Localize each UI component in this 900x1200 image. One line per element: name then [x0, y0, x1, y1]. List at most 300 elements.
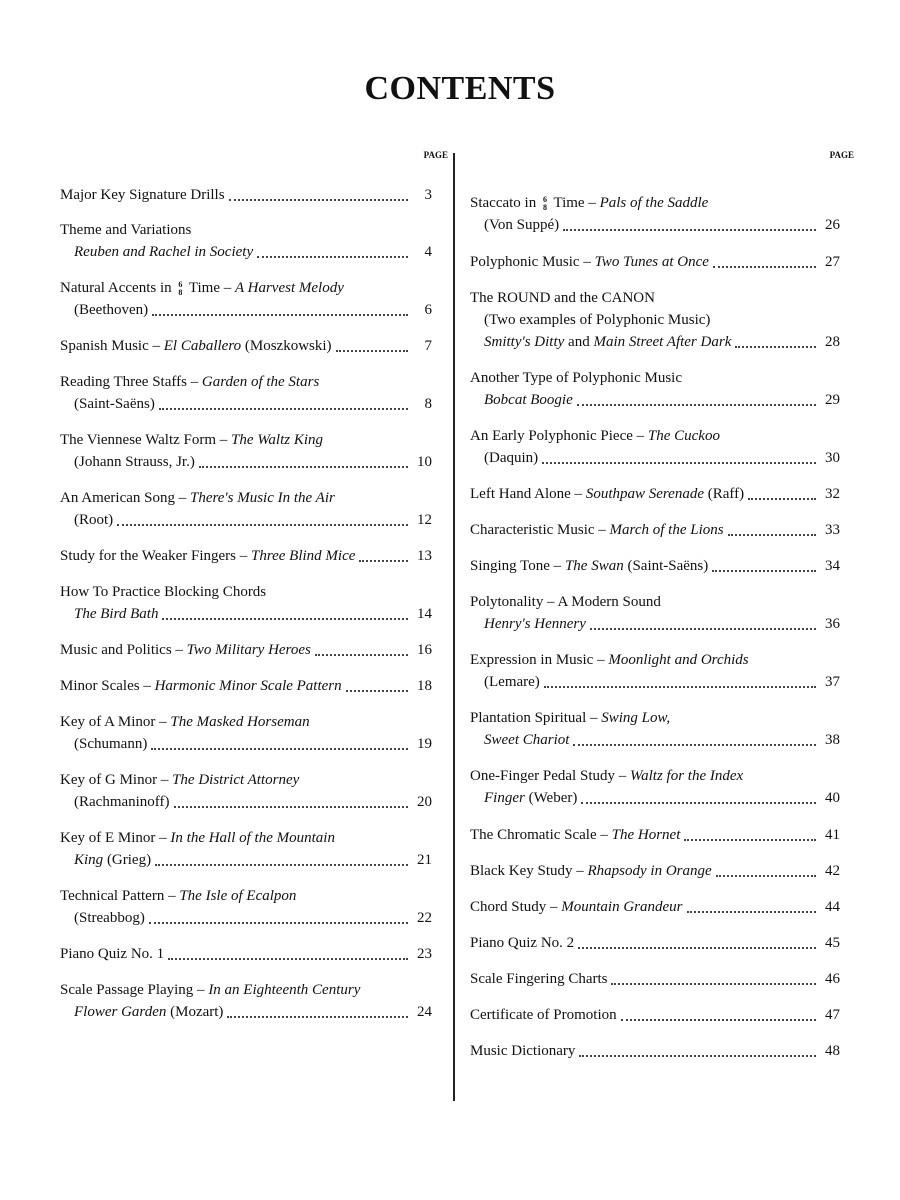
time-signature-bottom: 8 — [542, 202, 547, 212]
page-number: 42 — [825, 863, 840, 879]
dot-leader — [346, 689, 408, 692]
toc-entry-line — [60, 581, 432, 603]
toc-entry-line — [60, 943, 432, 965]
page-number: 44 — [825, 899, 840, 915]
piece-title: Southpaw Serenade — [585, 486, 704, 502]
entry-text: Left Hand Alone – — [470, 486, 586, 502]
entry-text: An American Song – — [60, 490, 190, 506]
toc-entry[interactable] — [470, 519, 840, 541]
entry-text: Key of E Minor – — [60, 830, 171, 846]
piece-title: El Caballero — [163, 338, 242, 354]
toc-entry-line — [470, 896, 840, 918]
piece-title: The Swan — [564, 558, 624, 574]
entry-text: Certificate of Promotion — [470, 1007, 617, 1023]
toc-entry-line — [60, 545, 432, 567]
dot-leader — [336, 349, 408, 352]
page-number: 16 — [417, 642, 432, 658]
entry-title — [470, 968, 607, 990]
toc-entry[interactable] — [470, 896, 840, 918]
piece-title: In an Eighteenth Century — [208, 982, 361, 998]
entry-title — [470, 707, 670, 729]
toc-entry[interactable] — [470, 251, 840, 273]
toc-entry-line — [60, 299, 432, 321]
page-number: 32 — [825, 486, 840, 502]
toc-entry-line — [470, 787, 840, 809]
page-number: 28 — [825, 334, 840, 350]
dot-leader — [748, 497, 816, 500]
page-number: 30 — [825, 450, 840, 466]
entry-text: The Chromatic Scale – — [470, 827, 612, 843]
toc-entry-line — [470, 519, 840, 541]
entry-text: Music and Politics – — [60, 642, 187, 658]
piece-title: The District Attorney — [172, 772, 300, 788]
toc-entry-line — [470, 309, 840, 331]
toc-entry[interactable] — [60, 487, 432, 531]
dot-leader — [229, 198, 408, 201]
dot-leader — [162, 617, 408, 620]
toc-entry-line — [470, 251, 840, 273]
entry-title — [60, 827, 335, 849]
entry-title — [470, 765, 743, 787]
entry-text: (Moszkowski) — [241, 338, 332, 354]
entry-text: (Beethoven) — [74, 302, 149, 318]
page-number: 34 — [825, 558, 840, 574]
entry-title — [60, 675, 342, 697]
toc-entry-line — [470, 707, 840, 729]
entry-text: Polytonality – A Modern Sound — [470, 594, 661, 610]
entry-title — [60, 335, 332, 357]
page-number: 22 — [417, 910, 432, 926]
toc-entry-line — [470, 389, 840, 411]
page-number: 33 — [825, 522, 840, 538]
piece-title: Pals of the Saddle — [599, 195, 709, 211]
toc-entry[interactable] — [60, 219, 432, 263]
entry-title — [484, 729, 569, 751]
piece-title: Finger — [484, 790, 525, 806]
entry-text: (Schumann) — [74, 736, 148, 752]
entry-text: Spanish Music – — [60, 338, 164, 354]
entry-title — [470, 287, 655, 309]
toc-entry-line — [470, 483, 840, 505]
entry-title — [74, 299, 148, 321]
dot-leader — [227, 1015, 408, 1018]
entry-text: Key of G Minor – — [60, 772, 173, 788]
entry-title — [74, 393, 155, 415]
page-number: 40 — [825, 790, 840, 806]
entry-text: Key of A Minor – — [60, 714, 171, 730]
toc-entry[interactable] — [60, 184, 432, 206]
entry-text: Time – — [185, 280, 235, 296]
entry-text: (Daquin) — [484, 450, 539, 466]
entry-title — [484, 613, 586, 635]
dot-leader — [359, 559, 408, 562]
toc-entry-line — [60, 885, 432, 907]
entry-title — [60, 639, 311, 661]
toc-entry[interactable] — [470, 968, 840, 990]
page-number: 4 — [424, 244, 432, 260]
toc-entry[interactable] — [60, 675, 432, 697]
entry-title — [470, 251, 709, 273]
toc-entry[interactable] — [470, 860, 840, 882]
dot-leader — [735, 345, 816, 348]
entry-title — [470, 519, 724, 541]
entry-text: Chord Study – — [470, 899, 562, 915]
entry-title — [60, 371, 319, 393]
toc-entry[interactable] — [470, 591, 840, 635]
toc-entry-line — [60, 827, 432, 849]
toc-entry-line — [60, 979, 432, 1001]
entry-title — [484, 214, 559, 236]
time-signature-top: 6 — [542, 194, 547, 204]
dot-leader — [174, 805, 408, 808]
piece-title: King — [74, 852, 104, 868]
entry-text: Minor Scales – — [60, 678, 155, 694]
page-number: 8 — [424, 396, 432, 412]
entry-title — [60, 979, 360, 1001]
dot-leader — [199, 465, 408, 468]
page-number: 46 — [825, 971, 840, 987]
page-number: 19 — [417, 736, 432, 752]
entry-title — [484, 389, 573, 411]
entry-text: One-Finger Pedal Study – — [470, 768, 630, 784]
toc-entry[interactable] — [60, 769, 432, 813]
entry-text: Natural Accents in — [60, 280, 176, 296]
entry-text: (Grieg) — [103, 852, 152, 868]
time-signature-bottom: 8 — [178, 287, 183, 297]
toc-entry-line — [470, 555, 840, 577]
toc-entry-line — [470, 932, 840, 954]
entry-title — [484, 447, 538, 469]
entry-title — [484, 331, 731, 353]
piece-title: Sweet Chariot — [484, 732, 570, 748]
toc-entry-line — [60, 184, 432, 206]
piece-title: A Harvest Melody — [235, 280, 344, 296]
entry-title — [470, 425, 720, 447]
page-title: CONTENTS — [364, 70, 556, 107]
toc-entry-line — [470, 367, 840, 389]
toc-entry-line — [60, 639, 432, 661]
toc-entry-line — [60, 711, 432, 733]
piece-title: Swing Low, — [601, 710, 671, 726]
entry-text: Expression in Music – — [470, 652, 609, 668]
toc-entry[interactable] — [60, 277, 432, 321]
toc-entry[interactable] — [470, 367, 840, 411]
dot-leader — [578, 946, 816, 949]
entry-title — [60, 885, 296, 907]
entry-text: (Lemare) — [484, 674, 540, 690]
piece-title: Rhapsody in Orange — [587, 863, 712, 879]
page-number: 26 — [825, 217, 840, 233]
toc-entry[interactable] — [60, 335, 432, 357]
toc-entry-line — [470, 765, 840, 787]
toc-entry[interactable] — [60, 979, 432, 1023]
dot-leader — [728, 533, 816, 536]
toc-entry[interactable] — [60, 429, 432, 473]
dot-leader — [544, 685, 816, 688]
entry-title — [74, 849, 151, 871]
toc-entry[interactable] — [470, 192, 840, 236]
piece-title: The Masked Horseman — [170, 714, 310, 730]
page-number: 3 — [424, 187, 432, 203]
entry-title — [74, 451, 195, 473]
entry-text: Study for the Weaker Fingers – — [60, 548, 251, 564]
entry-title — [470, 192, 708, 214]
entry-text: Reading Three Staffs – — [60, 374, 202, 390]
piece-title: March of the Lions — [609, 522, 724, 538]
entry-title — [74, 241, 253, 263]
page-number: 6 — [424, 302, 432, 318]
dot-leader — [117, 523, 408, 526]
toc-entry-line — [470, 192, 840, 214]
toc-entry[interactable] — [470, 765, 840, 809]
entry-text: Theme and Variations — [60, 222, 192, 238]
toc-entry-line — [470, 331, 840, 353]
dot-leader — [687, 910, 816, 913]
page-number: 45 — [825, 935, 840, 951]
piece-title: Smitty's Ditty — [484, 334, 565, 350]
toc-entry[interactable] — [470, 287, 840, 353]
entry-title — [470, 591, 661, 613]
entry-text: Technical Pattern – — [60, 888, 180, 904]
toc-entry-line — [60, 849, 432, 871]
dot-leader — [151, 747, 408, 750]
entry-title — [60, 581, 266, 603]
toc-entry-line — [470, 824, 840, 846]
entry-text: (Raff) — [704, 486, 745, 502]
entry-title — [60, 545, 355, 567]
entry-title — [470, 932, 574, 954]
entry-title — [484, 671, 540, 693]
entry-text: and — [564, 334, 594, 350]
entry-title — [60, 219, 191, 241]
dot-leader — [257, 255, 408, 258]
entry-title — [60, 769, 299, 791]
piece-title: Two Military Heroes — [186, 642, 311, 658]
page-number: 14 — [417, 606, 432, 622]
toc-entry-line — [60, 487, 432, 509]
dot-leader — [611, 982, 816, 985]
toc-entry-line — [470, 287, 840, 309]
entry-text: An Early Polyphonic Piece – — [470, 428, 648, 444]
piece-title: The Waltz King — [231, 432, 324, 448]
toc-entry[interactable] — [470, 649, 840, 693]
time-signature — [543, 196, 547, 212]
entry-text: Piano Quiz No. 2 — [470, 935, 575, 951]
entry-title — [60, 184, 225, 206]
toc-entry-line — [470, 649, 840, 671]
toc-entry[interactable] — [470, 1004, 840, 1026]
dot-leader — [684, 838, 816, 841]
entry-title — [74, 509, 113, 531]
toc-entry[interactable] — [470, 1040, 840, 1062]
entry-text: Another Type of Polyphonic Music — [470, 370, 682, 386]
toc-entry-line — [60, 769, 432, 791]
piece-title: In the Hall of the Mountain — [170, 830, 335, 846]
entry-text: (Mozart) — [166, 1004, 224, 1020]
toc-entry-line — [470, 729, 840, 751]
entry-title — [484, 787, 577, 809]
entry-text: The ROUND and the CANON — [470, 290, 655, 306]
piece-title: The Cuckoo — [647, 428, 720, 444]
toc-entry[interactable] — [470, 824, 840, 846]
entry-text: (Von Suppé) — [484, 217, 560, 233]
dot-leader — [621, 1018, 816, 1021]
dot-leader — [149, 921, 408, 924]
toc-entry[interactable] — [470, 483, 840, 505]
toc-entry-line — [60, 603, 432, 625]
page-number: 38 — [825, 732, 840, 748]
toc-entry-line — [60, 277, 432, 299]
page-number: 47 — [825, 1007, 840, 1023]
piece-title: Henry's Hennery — [484, 616, 586, 632]
toc-entry-line — [60, 429, 432, 451]
toc-entry-line — [60, 219, 432, 241]
entry-text: Piano Quiz No. 1 — [60, 946, 165, 962]
toc-entry[interactable] — [60, 885, 432, 929]
toc-entry-line — [470, 1004, 840, 1026]
toc-entry-line — [60, 241, 432, 263]
entry-title — [74, 603, 158, 625]
entry-text: Characteristic Music – — [470, 522, 610, 538]
entry-text: (Root) — [74, 512, 114, 528]
toc-entry[interactable] — [470, 425, 840, 469]
dot-leader — [152, 313, 408, 316]
toc-entry[interactable] — [60, 371, 432, 415]
entry-title — [74, 1001, 223, 1023]
entry-title — [470, 1004, 617, 1026]
entry-text: Scale Fingering Charts — [470, 971, 608, 987]
piece-title: Main Street After Dark — [593, 334, 732, 350]
page-number: 27 — [825, 254, 840, 270]
entry-text: (Streabbog) — [74, 910, 145, 926]
entry-text: Music Dictionary — [470, 1043, 576, 1059]
entry-title — [60, 277, 344, 299]
entry-text: Major Key Signature Drills — [60, 187, 225, 203]
entry-title — [74, 907, 145, 929]
time-signature — [178, 281, 182, 297]
piece-title: Bobcat Boogie — [484, 392, 573, 408]
entry-title — [74, 791, 170, 813]
dot-leader — [315, 653, 408, 656]
entry-text: Scale Passage Playing – — [60, 982, 209, 998]
piece-title: There's Music In the Air — [189, 490, 335, 506]
piece-title: Two Tunes at Once — [594, 254, 709, 270]
entry-title — [470, 824, 680, 846]
page-number: 36 — [825, 616, 840, 632]
entry-title — [470, 555, 708, 577]
toc-entry[interactable] — [470, 555, 840, 577]
page-number: 37 — [825, 674, 840, 690]
entry-title — [60, 943, 164, 965]
piece-title: Mountain Grandeur — [561, 899, 683, 915]
toc-entry-line — [60, 1001, 432, 1023]
entry-text: (Two examples of Polyphonic Music) — [484, 312, 711, 328]
toc-entry-line — [470, 671, 840, 693]
entry-text: (Saint-Saëns) — [623, 558, 709, 574]
toc-entry-line — [470, 613, 840, 635]
page-number: 20 — [417, 794, 432, 810]
entry-title — [470, 896, 683, 918]
page-number: 29 — [825, 392, 840, 408]
page-number: 24 — [417, 1004, 432, 1020]
entry-title — [470, 367, 682, 389]
entry-text: Polyphonic Music – — [470, 254, 595, 270]
dot-leader — [563, 228, 816, 231]
dot-leader — [168, 957, 408, 960]
piece-title: Garden of the Stars — [201, 374, 320, 390]
page-column-header: PAGE — [829, 150, 854, 160]
entry-title — [60, 487, 335, 509]
piece-title: The Hornet — [611, 827, 681, 843]
toc-entry[interactable] — [470, 707, 840, 751]
entry-text: (Saint-Saëns) — [74, 396, 155, 412]
toc-entry[interactable] — [60, 639, 432, 661]
entry-text: (Rachmaninoff) — [74, 794, 170, 810]
toc-entry-line — [60, 791, 432, 813]
toc-entry-line — [470, 860, 840, 882]
page-number: 41 — [825, 827, 840, 843]
page-number: 12 — [417, 512, 432, 528]
dot-leader — [573, 743, 816, 746]
entry-text: Plantation Spiritual – — [470, 710, 602, 726]
toc-entry-line — [60, 733, 432, 755]
entry-text: (Johann Strauss, Jr.) — [74, 454, 195, 470]
toc-entry[interactable] — [60, 943, 432, 965]
page-number: 18 — [417, 678, 432, 694]
contents-column-right — [470, 150, 854, 1059]
toc-entry[interactable] — [470, 932, 840, 954]
entry-text: Staccato in — [470, 195, 540, 211]
toc-entry-line — [60, 371, 432, 393]
piece-title: Waltz for the Index — [629, 768, 744, 784]
entry-text: (Weber) — [524, 790, 578, 806]
contents-column-left — [60, 150, 448, 1020]
dot-leader — [159, 407, 408, 410]
entry-title — [470, 483, 744, 505]
toc-entry[interactable] — [60, 711, 432, 755]
entry-title — [484, 309, 710, 331]
piece-title: Flower Garden — [74, 1004, 167, 1020]
column-divider — [453, 153, 455, 1101]
dot-leader — [542, 461, 816, 464]
page-number: 21 — [417, 852, 432, 868]
page-number: 23 — [417, 946, 432, 962]
toc-entry-line — [60, 907, 432, 929]
entry-title — [74, 733, 147, 755]
toc-entry-line — [470, 968, 840, 990]
page-column-header: PAGE — [423, 150, 448, 160]
dot-leader — [581, 801, 816, 804]
entry-text: How To Practice Blocking Chords — [60, 584, 267, 600]
toc-entry[interactable] — [60, 581, 432, 625]
piece-title: The Bird Bath — [74, 606, 159, 622]
entry-text: The Viennese Waltz Form – — [60, 432, 232, 448]
toc-entry-line — [60, 675, 432, 697]
page-number: 13 — [417, 548, 432, 564]
time-signature-top: 6 — [178, 279, 183, 289]
entry-title — [60, 429, 323, 451]
toc-entry[interactable] — [60, 545, 432, 567]
toc-entry-line — [470, 1040, 840, 1062]
toc-entry-line — [60, 335, 432, 357]
toc-entry[interactable] — [60, 827, 432, 871]
entry-title — [470, 860, 712, 882]
dot-leader — [579, 1054, 816, 1057]
dot-leader — [155, 863, 408, 866]
entry-text: Black Key Study – — [470, 863, 588, 879]
toc-entry-line — [470, 447, 840, 469]
entry-text: Singing Tone – — [470, 558, 565, 574]
